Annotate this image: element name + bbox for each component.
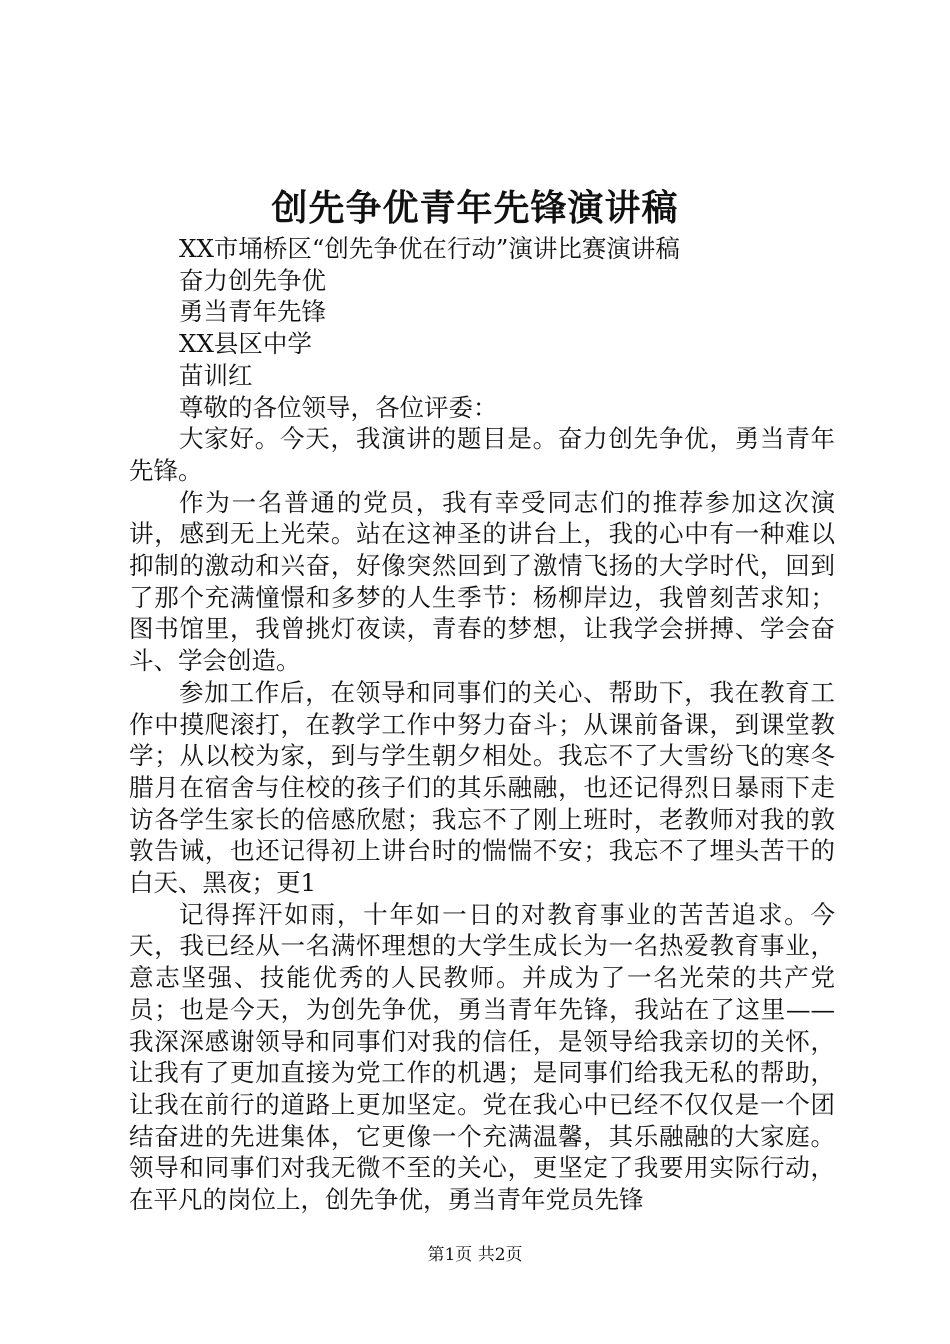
paragraph: 大家好。今天，我演讲的题目是。奋力创先争优，勇当青年先锋。 bbox=[129, 424, 835, 485]
header-line-subtitle-2: 勇当青年先锋 bbox=[179, 297, 326, 327]
header-line-school: XX县区中学 bbox=[179, 329, 312, 359]
document-title: 创先争优青年先锋演讲稿 bbox=[271, 187, 679, 229]
paragraph: 作为一名普通的党员，我有幸受同志们的推荐参加这次演讲，感到无上光荣。站在这神圣的讲台上，我的心中有一种难以抑制的激动和兴奋，好像突然回到了激情飞扬的大学时代，回到了那个充满憧憬和多梦的人生季节：杨柳岸边，我曾刻苦求知；图书馆里，我曾挑灯夜读，青春的梦想，让我学会拼搏、学会奋斗、学会创造。 bbox=[129, 487, 835, 676]
header-line-event: XX市埇桥区“创先争优在行动”演讲比赛演讲稿 bbox=[179, 234, 680, 263]
document-body bbox=[129, 233, 835, 1216]
header-line-subtitle-1: 奋力创先争优 bbox=[179, 265, 326, 295]
paragraph: 记得挥汗如雨，十年如一日的对教育事业的苦苦追求。今天，我已经从一名满怀理想的大学生成长为一名热爱教育事业，意志坚强、技能优秀的人民教师。并成为了一名光荣的共产党员；也是今天，为创先争优，勇当青年先锋，我站在了这里——我深深感谢领导和同事们对我的信任，是领导给我亲切的关怀，让我有了更加直接为党工作的机遇；是同事们给我无私的帮助，让我在前行的道路上更加坚定。党在我心中已经不仅仅是一个团结奋进的先进集体，它更像一个充满温馨，其乐融融的大家庭。领导和同事们对我无微不至的关心，更坚定了我要用实际行动，在平凡的岗位上，创先争优，勇当青年党员先锋 bbox=[129, 899, 835, 1215]
page-footer: 第1页 共2页 bbox=[427, 1245, 523, 1265]
paragraph: 参加工作后，在领导和同事们的关心、帮助下，我在教育工作中摸爬滚打，在教学工作中努力奋斗；从课前备课，到课堂教学；从以校为家，到与学生朝夕相处。我忘不了大雪纷飞的寒冬腊月在宿舍与住校的孩子们的其乐融融，也还记得烈日暴雨下走访各学生家长的倍感欣慰；我忘不了刚上班时，老教师对我的敦敦告诫，也还记得初上讲台时的惴惴不安；我忘不了埋头苦干的白天、黑夜；更1 bbox=[129, 677, 835, 898]
header-line-author: 苗训红 bbox=[179, 360, 253, 390]
header-line-salutation: 尊敬的各位领导，各位评委： bbox=[179, 392, 498, 422]
